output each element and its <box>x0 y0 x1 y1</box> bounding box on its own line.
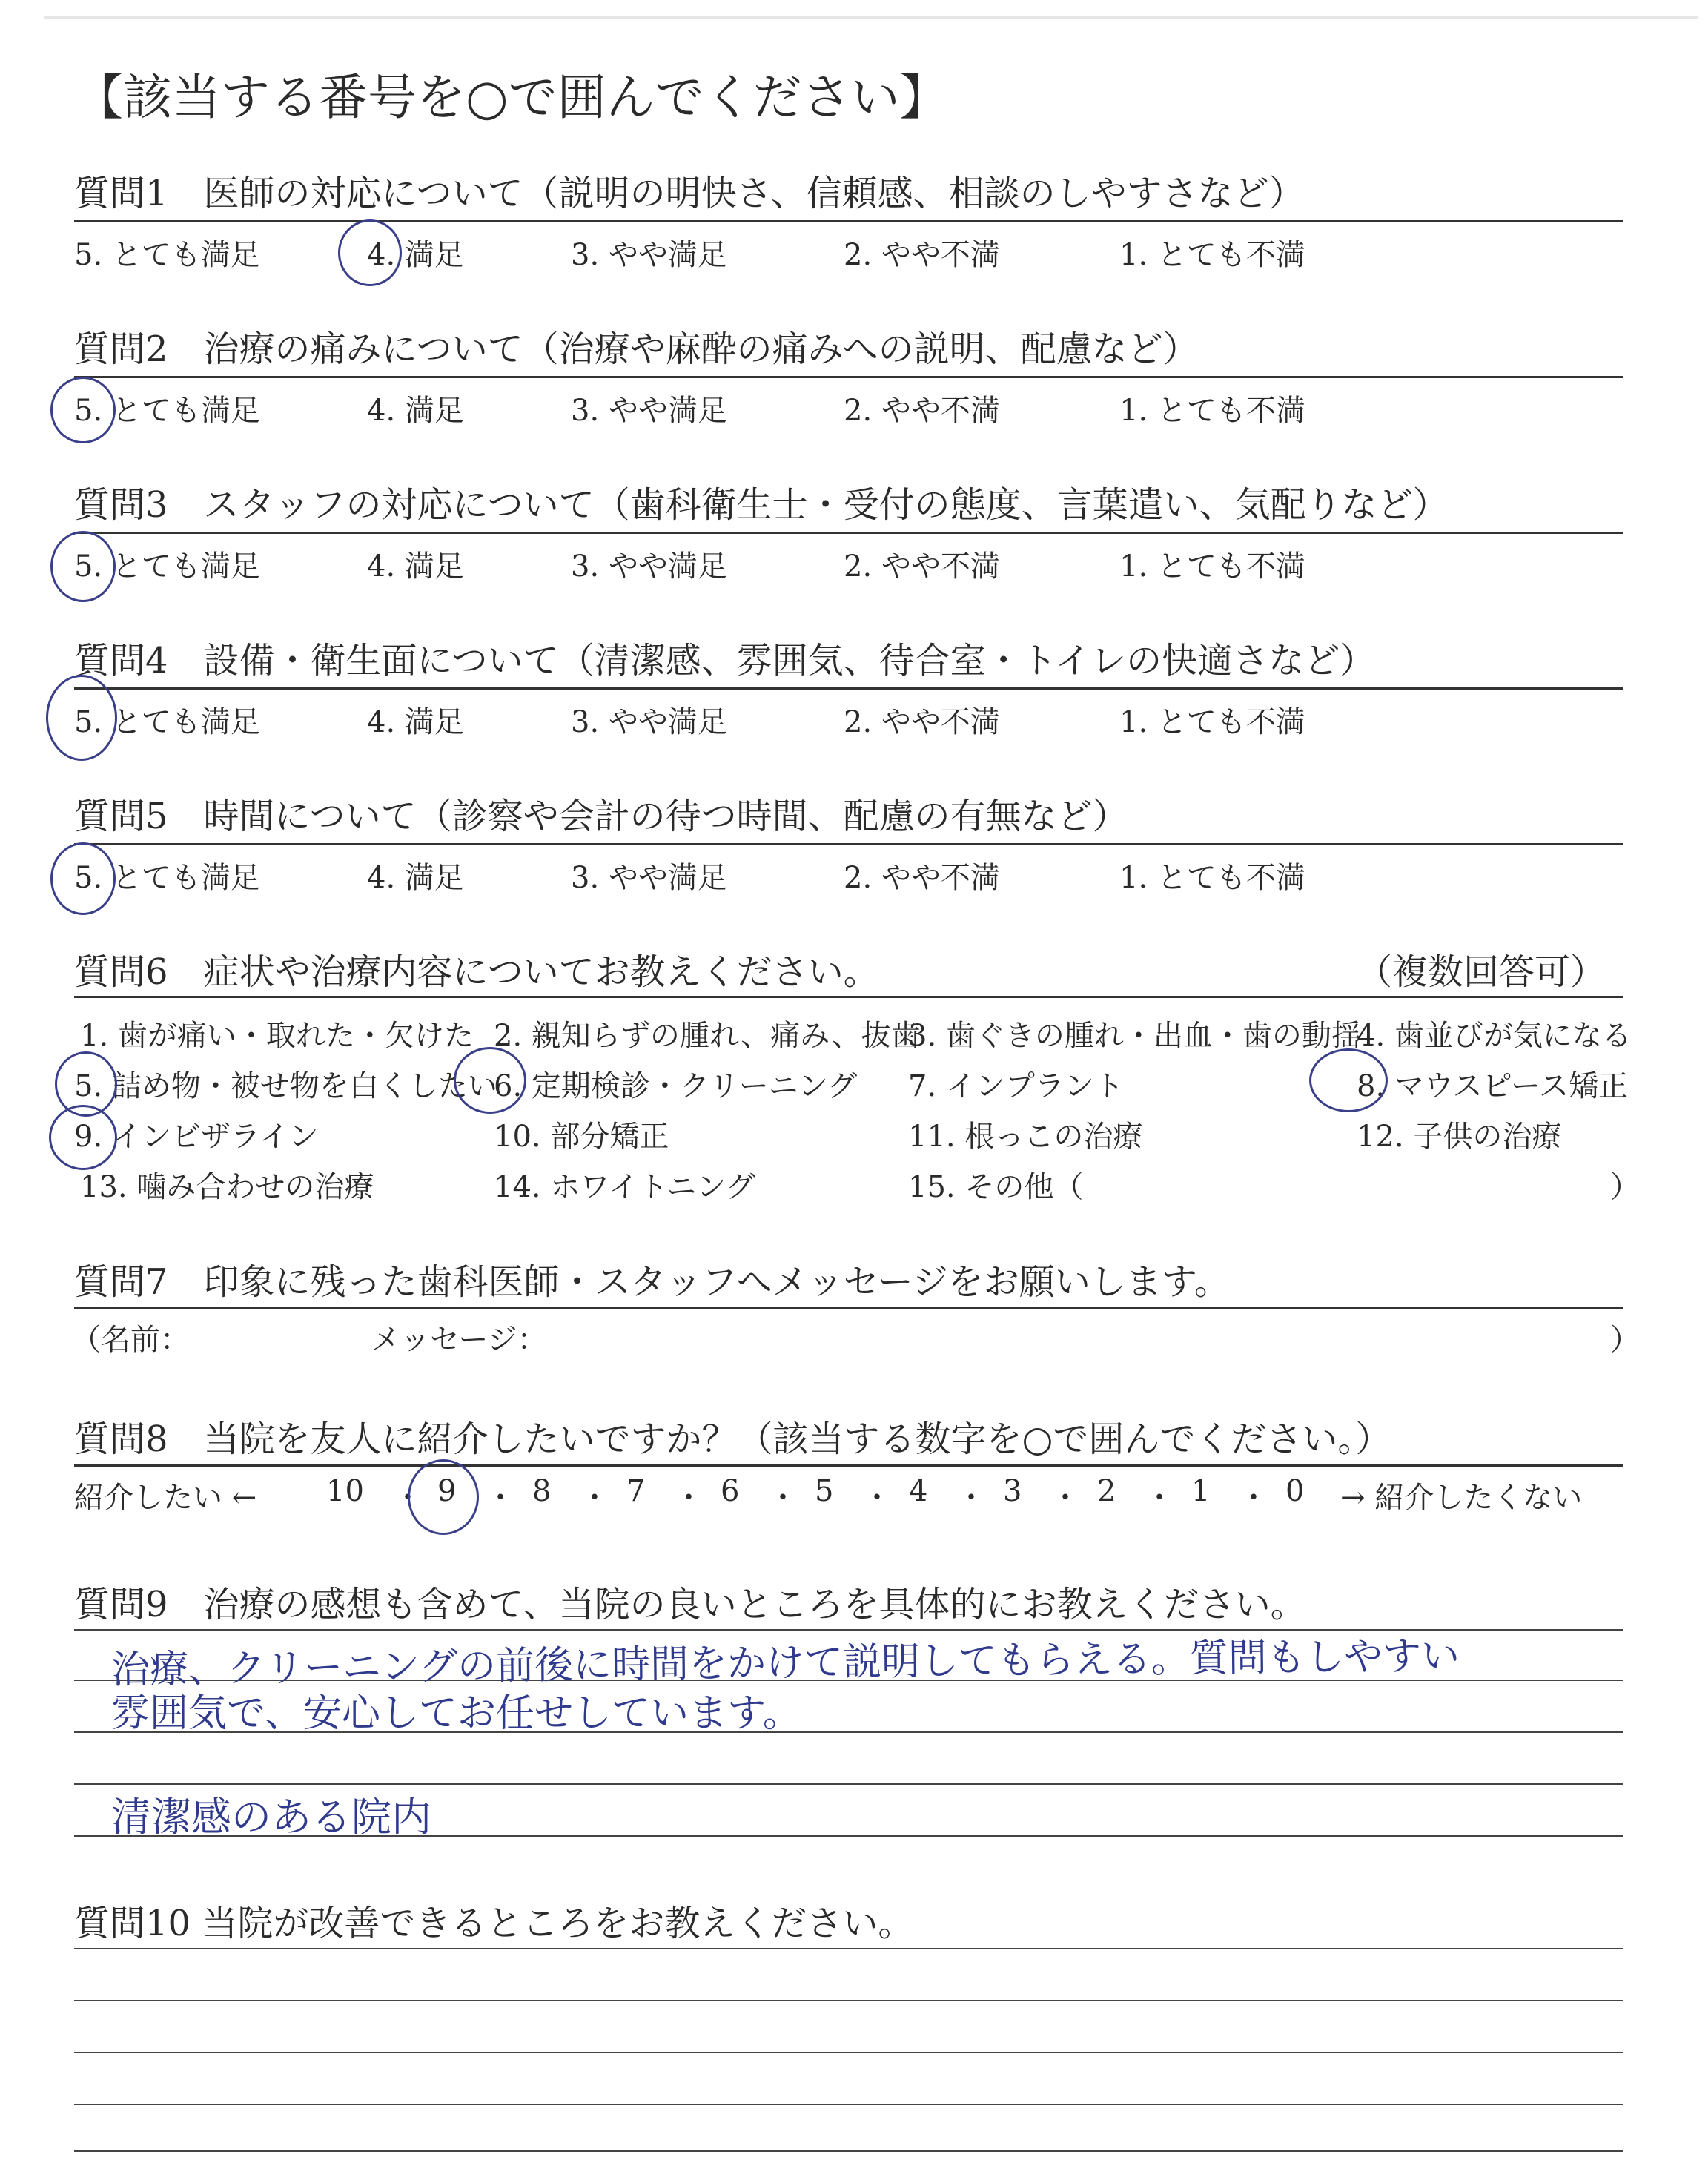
q8-score-5[interactable]: 5 <box>815 1474 834 1508</box>
q8-dot-separator: ・ <box>1145 1481 1174 1515</box>
q6-option-2[interactable]: 2. 親知らずの腫れ、痛み、抜歯 <box>494 1019 921 1053</box>
q8-left-label: 紹介したい ← <box>74 1481 257 1515</box>
q3-title: 質問3 スタッフの対応について（歯科衛生士・受付の態度、言葉遣い、気配りなど） <box>74 484 1449 526</box>
q4-title: 質問4 設備・衛生面について（清潔感、雰囲気、待合室・トイレの快適さなど） <box>74 640 1376 681</box>
q6-option-4[interactable]: 4. 歯並びが気になる <box>1357 1019 1632 1053</box>
q8-score-0[interactable]: 0 <box>1285 1474 1305 1508</box>
q7-rule <box>74 1307 1623 1309</box>
q4-option-5[interactable]: 5. とても満足 <box>74 705 260 739</box>
q7-title: 質問7 印象に残った歯科医師・スタッフへメッセージをお願いします。 <box>74 1261 1230 1303</box>
q4-option-4[interactable]: 4. 満足 <box>367 705 464 739</box>
q4-option-1[interactable]: 1. とても不満 <box>1119 705 1305 739</box>
q9-answer-line-4: 清潔感のある院内 <box>111 1794 431 1840</box>
q1-rule <box>74 220 1623 222</box>
q7-name-label: （名前： <box>71 1323 190 1357</box>
q1-option-5[interactable]: 5. とても満足 <box>74 238 260 272</box>
q2-option-2[interactable]: 2. やや不満 <box>844 394 1000 428</box>
q5-option-2[interactable]: 2. やや不満 <box>844 861 1000 895</box>
q3-rule <box>74 532 1623 534</box>
q9-writing-line <box>74 1783 1623 1785</box>
q4-option-2[interactable]: 2. やや不満 <box>844 705 1000 739</box>
q5-rule <box>74 843 1623 845</box>
q8-dot-separator: ・ <box>956 1481 986 1515</box>
q3-option-4[interactable]: 4. 満足 <box>367 549 464 584</box>
q9-title: 質問9 治療の感想も含めて、当院の良いところを具体的にお教えください。 <box>74 1584 1306 1625</box>
q6-option-3[interactable]: 3. 歯ぐきの腫れ・出血・歯の動揺 <box>908 1019 1361 1053</box>
q8-dot-separator: ・ <box>580 1481 609 1515</box>
q6-option-9[interactable]: 9. インビザライン <box>74 1120 319 1154</box>
q6-option-1[interactable]: 1. 歯が痛い・取れた・欠けた <box>80 1019 474 1053</box>
q6-multiple-note: （複数回答可） <box>1357 951 1606 993</box>
q8-title: 質問8 当院を友人に紹介したいですか？（該当する数字を○で囲んでください。） <box>74 1418 1391 1460</box>
q8-dot-separator: ・ <box>1239 1481 1268 1515</box>
q6-selection-circle-6 <box>454 1047 526 1114</box>
q10-writing-line <box>74 2000 1623 2001</box>
q3-option-3[interactable]: 3. やや満足 <box>571 549 727 584</box>
q3-selection-circle <box>50 531 116 602</box>
q8-dot-separator: ・ <box>486 1481 515 1515</box>
q9-answer-line-1: 治療、クリーニングの前後に時間をかけて説明してもらえる。質問もしやすい <box>110 1634 1460 1693</box>
q8-dot-separator: ・ <box>862 1481 892 1515</box>
q2-option-3[interactable]: 3. やや満足 <box>571 394 727 428</box>
q6-selection-circle-9 <box>49 1105 117 1170</box>
q6-option-8[interactable]: 8. マウスピース矯正 <box>1357 1069 1629 1103</box>
q6-other-close-paren: ） <box>1610 1170 1640 1204</box>
q2-option-5[interactable]: 5. とても満足 <box>74 394 260 428</box>
q8-dot-separator: ・ <box>393 1481 423 1515</box>
q10-title: 質問10 当院が改善できるところをお教えください。 <box>74 1903 914 1944</box>
q10-writing-line <box>74 2150 1623 2152</box>
q8-rule <box>74 1464 1623 1467</box>
q8-score-10[interactable]: 10 <box>326 1474 364 1508</box>
q10-writing-line <box>74 1948 1623 1949</box>
q1-selection-circle <box>338 219 402 286</box>
q6-option-15[interactable]: 15. その他（ <box>908 1170 1084 1204</box>
q8-dot-separator: ・ <box>768 1481 798 1515</box>
q5-option-5[interactable]: 5. とても満足 <box>74 861 260 895</box>
q2-selection-circle <box>50 377 116 443</box>
q5-title: 質問5 時間について（診察や会計の待つ時間、配慮の有無など） <box>74 796 1128 837</box>
q1-option-2[interactable]: 2. やや不満 <box>844 238 1000 272</box>
q6-selection-circle-8 <box>1309 1048 1388 1112</box>
q2-option-1[interactable]: 1. とても不満 <box>1119 394 1305 428</box>
q3-option-1[interactable]: 1. とても不満 <box>1119 549 1305 584</box>
q5-selection-circle <box>50 842 116 915</box>
q1-option-3[interactable]: 3. やや満足 <box>571 238 727 272</box>
form-heading: 【該当する番号を○で囲んでください】 <box>74 69 949 126</box>
q8-score-3[interactable]: 3 <box>1003 1474 1022 1508</box>
q1-title: 質問1 医師の対応について（説明の明快さ、信頼感、相談のしやすさなど） <box>74 173 1305 214</box>
q8-right-label: → 紹介したくない <box>1340 1481 1583 1515</box>
q6-option-7[interactable]: 7. インプラント <box>908 1069 1124 1103</box>
q8-score-7[interactable]: 7 <box>626 1474 646 1508</box>
q6-option-6[interactable]: 6. 定期検診・クリーニング <box>494 1069 858 1103</box>
q5-option-4[interactable]: 4. 満足 <box>367 861 464 895</box>
q4-rule <box>74 687 1623 690</box>
q3-option-2[interactable]: 2. やや不満 <box>844 549 1000 584</box>
q6-option-12[interactable]: 12. 子供の治療 <box>1357 1120 1562 1154</box>
q6-rule <box>74 996 1623 998</box>
q10-writing-line <box>74 2052 1623 2053</box>
q8-score-9[interactable]: 9 <box>437 1474 457 1508</box>
q3-option-5[interactable]: 5. とても満足 <box>74 549 260 584</box>
q5-option-3[interactable]: 3. やや満足 <box>571 861 727 895</box>
q8-score-1[interactable]: 1 <box>1191 1474 1211 1508</box>
q8-dot-separator: ・ <box>1050 1481 1080 1515</box>
q5-option-1[interactable]: 1. とても不満 <box>1119 861 1305 895</box>
q2-title: 質問2 治療の痛みについて（治療や麻酔の痛みへの説明、配慮など） <box>74 328 1199 370</box>
q6-option-5[interactable]: 5. 詰め物・被せ物を白くしたい <box>74 1069 497 1103</box>
q7-close-paren: ） <box>1610 1323 1640 1357</box>
q8-score-6[interactable]: 6 <box>721 1474 740 1508</box>
q4-selection-circle <box>46 675 117 761</box>
q2-rule <box>74 376 1623 378</box>
q9-answer-line-2: 雰囲気で、安心してお任せしています。 <box>111 1691 801 1736</box>
scan-edge <box>44 16 1698 19</box>
q8-dot-separator: ・ <box>674 1481 704 1515</box>
q1-option-1[interactable]: 1. とても不満 <box>1119 238 1305 272</box>
q6-option-10[interactable]: 10. 部分矯正 <box>494 1120 669 1154</box>
q8-score-4[interactable]: 4 <box>909 1474 928 1508</box>
q1-option-4[interactable]: 4. 満足 <box>367 238 464 272</box>
q10-writing-line <box>74 2104 1623 2105</box>
q2-option-4[interactable]: 4. 満足 <box>367 394 464 428</box>
q7-message-label: メッセージ： <box>371 1323 547 1357</box>
q8-selection-circle <box>408 1459 479 1535</box>
q6-option-14[interactable]: 14. ホワイトニング <box>494 1170 755 1204</box>
q6-option-11[interactable]: 11. 根っこの治療 <box>908 1120 1143 1154</box>
q6-option-13[interactable]: 13. 噛み合わせの治療 <box>80 1170 374 1204</box>
q6-title: 質問6 症状や治療内容についてお教えください。 <box>74 951 879 993</box>
q4-option-3[interactable]: 3. やや満足 <box>571 705 727 739</box>
q8-score-8[interactable]: 8 <box>532 1474 552 1508</box>
q8-score-2[interactable]: 2 <box>1097 1474 1116 1508</box>
